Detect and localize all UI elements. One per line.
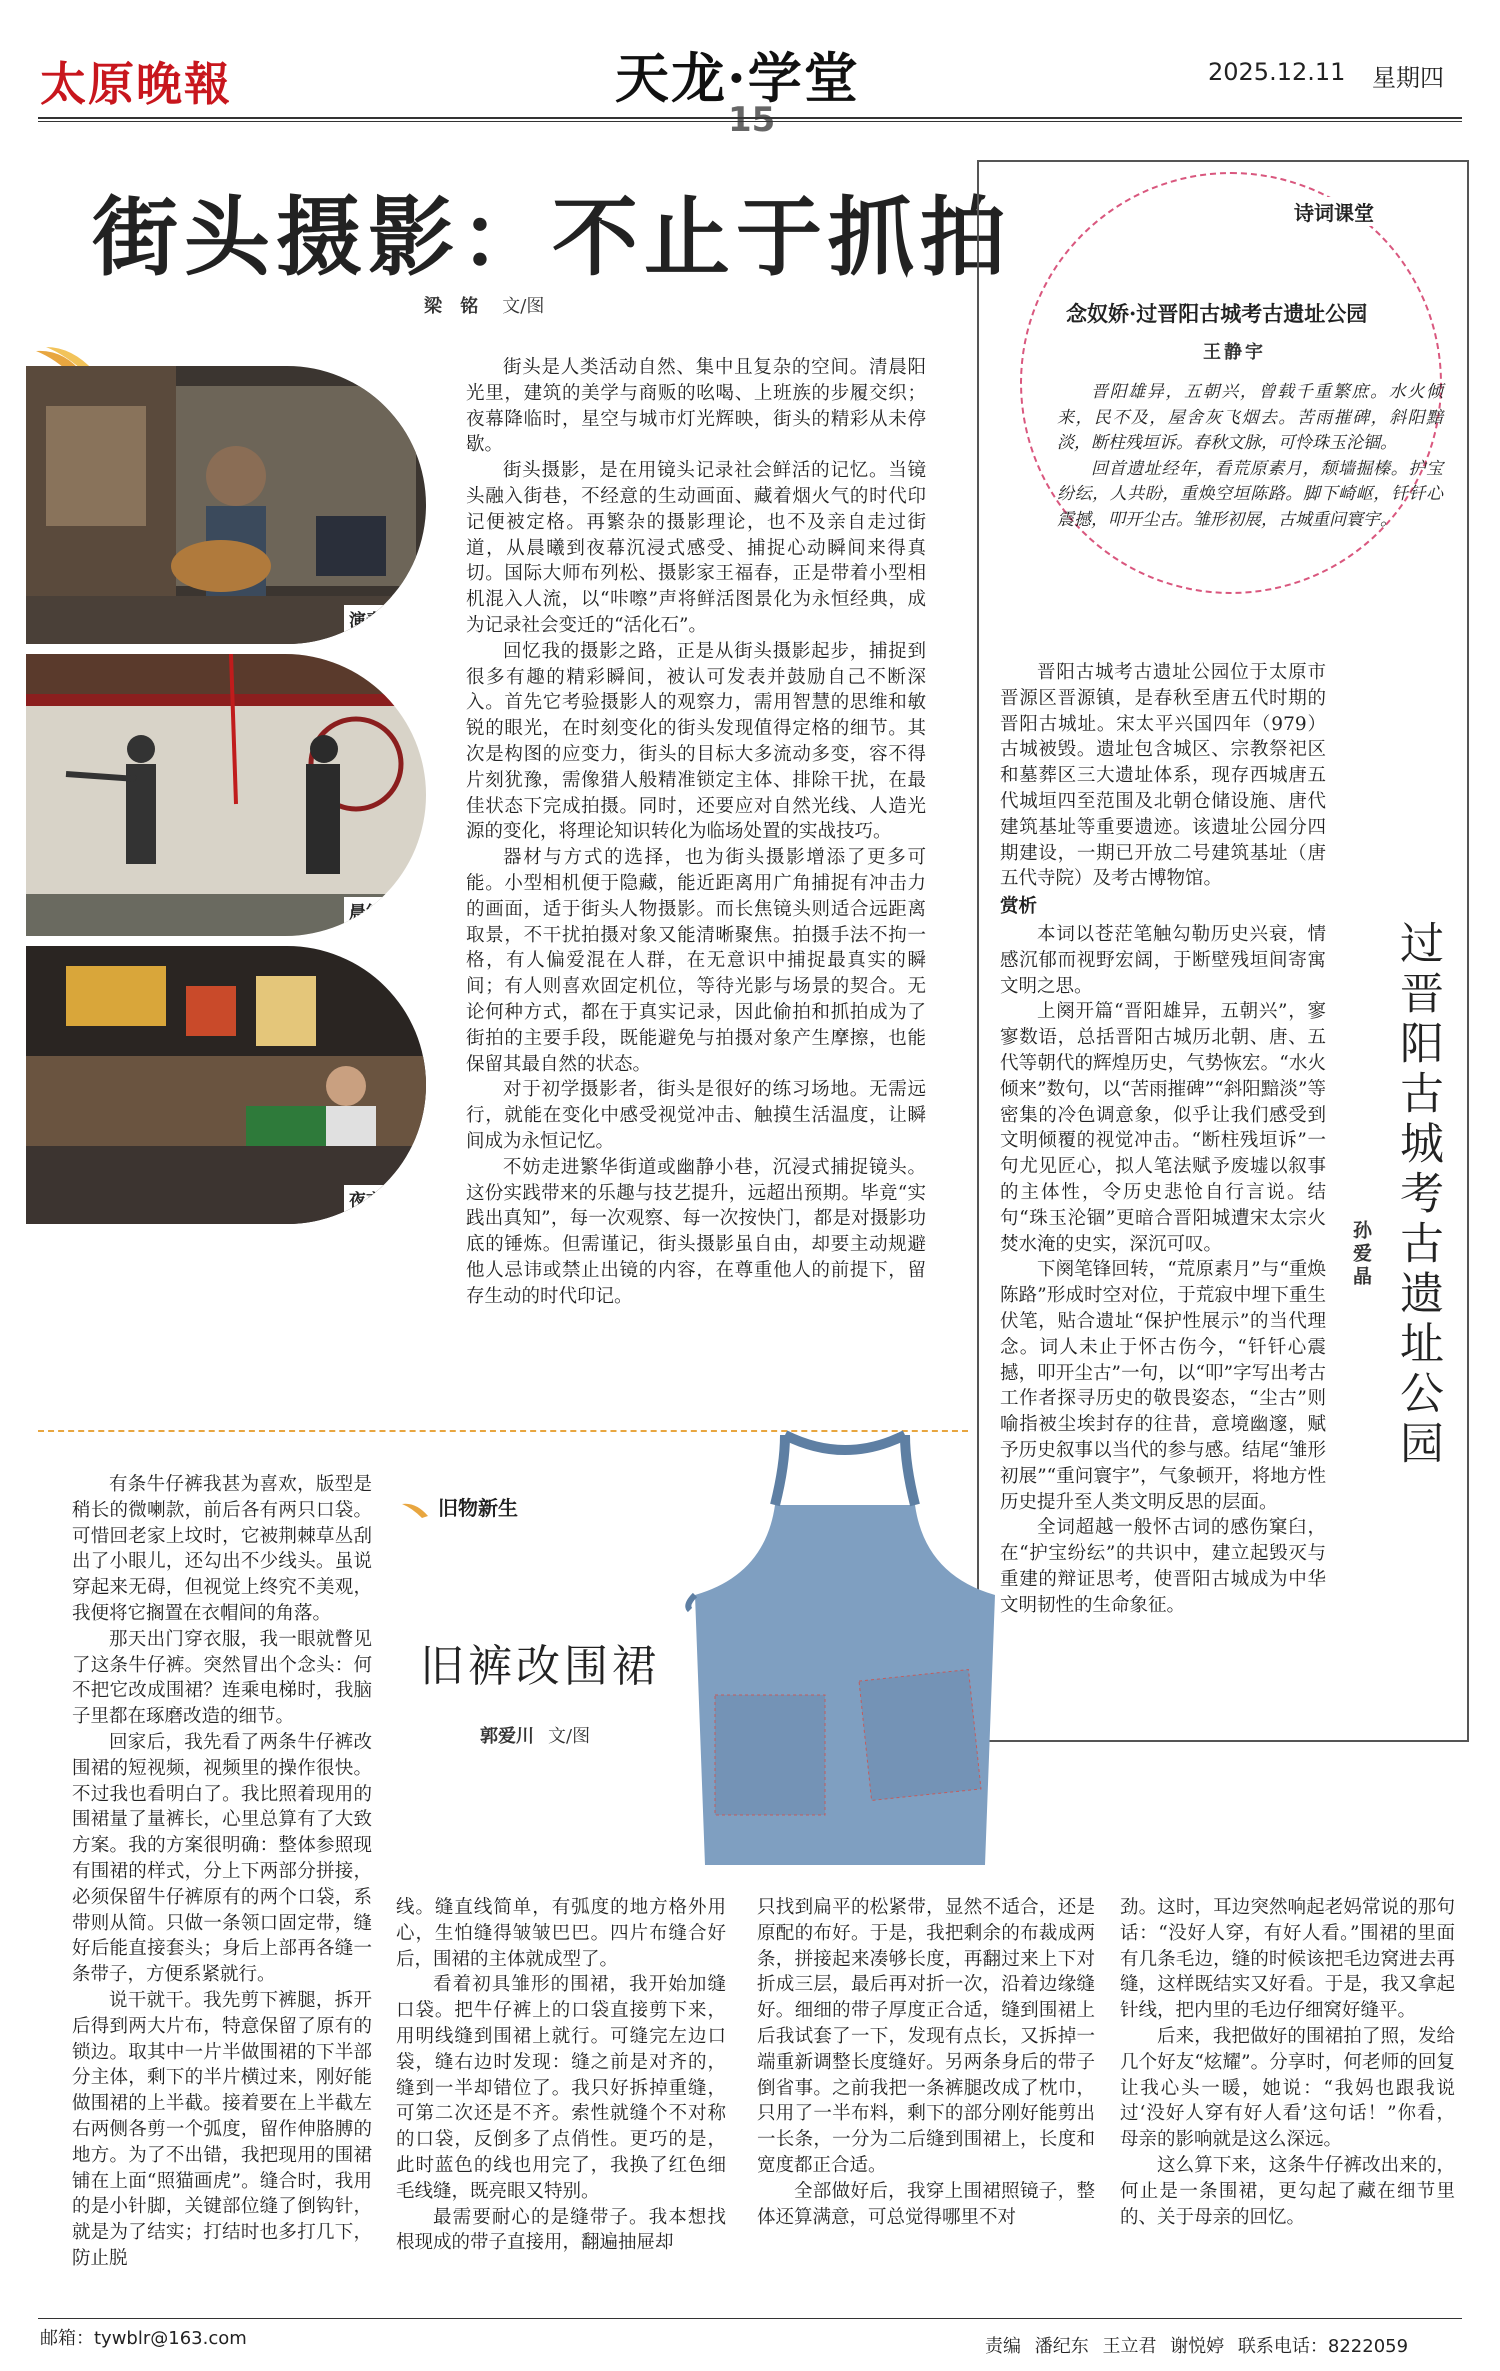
footer-rule [38, 2318, 1462, 2319]
paragraph: 对于初学摄影者，街头是很好的练习场地。无需远行，就能在变化中感受视觉冲击、触摸生活温度，让瞬间成为永恒记忆。 [466, 1079, 926, 1152]
main-credit: 文/图 [502, 296, 545, 317]
photo-performance [26, 366, 426, 644]
wing-icon [400, 1500, 434, 1520]
photo-caption: 夜市 [344, 1185, 388, 1212]
apron-article-title: 旧裤改围裙 [420, 1641, 660, 1692]
paragraph: 线。缝直线简单，有弧度的地方格外用心，生怕缝得皱皱巴巴。四片布缝合好后，围裙的主体就成型了。 [396, 1897, 726, 1970]
poem-stanza: 晋阳雄异，五朝兴，曾载千重繁庶。水火倾来，民不及，屋舍灰飞烟去。苦雨摧碑，斜阳黯淡，断柱残垣诉。春秋文脉，可怜珠玉沦锢。 [1057, 382, 1443, 453]
paragraph: 回家后，我先看了两条牛仔裤改围裙的短视频，视频里的操作很快。不过我也看明白了。我比照着现用的围裙量了量裤长，心里总算有了大致方案。我的方案很明确：整体参照现有围裙的样式，分上下两部分拼接，必须保留牛仔裤原有的两个口袋，系带则从简。只做一条领口固定带，缝好后能直接套头；身后上部再各缝一条带子，方便系紧就行。 [72, 1731, 372, 1986]
apron-author: 郭爱川 [480, 1726, 534, 1747]
apron-text-col2 [396, 1895, 726, 2256]
paragraph: 说干就干。我先剪下裤腿，拆开后得到两大片布，特意保留了原有的锁边。取其中一片半做围裙的下半部分主体，剩下的半片横过来，刚好能做围裙的上半截。接着要在上半截左右两侧各剪一个弧度，留作伸胳膊的地方。为了不出错，我把现用的围裙铺在上面“照猫画虎”。缝合时，我用的是小针脚，关键部位缝了倒钩针，就是为了结实；打结时也多打几下，防止脱 [72, 1989, 372, 2269]
main-byline [424, 292, 544, 318]
page-number: 15 [728, 100, 776, 140]
paragraph: 最需要耐心的是缝带子。我本想找根现成的带子直接用，翻遍抽屉却 [396, 2206, 726, 2254]
poem-commentary [1000, 660, 1326, 1618]
apron-photo [685, 1425, 1005, 1875]
main-headline: 街头摄影：不止于抓拍 [92, 187, 1012, 288]
main-article-body [466, 355, 926, 1309]
photo-caption: 演奏 [344, 605, 388, 632]
section-title: 天龙·学堂 [615, 46, 860, 110]
apron-text-col3 [757, 1895, 1095, 2230]
appreciation-label: 赏析 [1000, 896, 1038, 918]
photo-night-market [26, 946, 426, 1224]
paragraph: 劲。这时，耳边突然响起老妈常说的那句话：“没好人穿，有好人看。”围裙的里面有几条毛边，缝的时候该把毛边窝进去再缝，这样既结实又好看。于是，我又拿起针线，把内里的毛边仔细窝好缝平。 [1120, 1897, 1455, 2022]
paragraph: 本词以苍茫笔触勾勒历史兴衰，情感沉郁而视野宏阔，于断壁残垣间寄寓文明之思。 [1000, 923, 1326, 997]
paragraph: 有条牛仔裤我甚为喜欢，版型是稍长的微喇款，前后各有两只口袋。可惜回老家上坟时，它被荆棘草丛刮出了小眼儿，还勾出不少线头。虽说穿起来无碍，但视觉上终究不美观，我便将它搁置在衣帽间的角落。 [72, 1474, 372, 1624]
column-label-old-things: 旧物新生 [400, 1492, 518, 1521]
poem-text [1057, 380, 1443, 533]
poem-author: 王静宇 [1203, 342, 1266, 363]
apron-credit: 文/图 [548, 1726, 591, 1747]
vertical-title: 过晋阳古城考古遗址公园 [1392, 920, 1443, 1470]
masthead-logo: 太原晚報 [40, 57, 232, 111]
paragraph: 上阕开篇“晋阳雄异，五朝兴”，寥寥数语，总括晋阳古城历北朝、唐、五代等朝代的辉煌历史，气势恢宏。“水火倾来”数句，以“苦雨摧碑”“斜阳黯淡”等密集的冷色调意象，似乎让我们感受到文明倾覆的视觉冲击。“断柱残垣诉”一句尤见匠心，拟人笔法赋予废墟以叙事的主体性，令历史悲怆自行言说。结句“珠玉沦锢”更暗合晋阳城遭宋太宗火焚水淹的史实，深沉可叹。 [1000, 1001, 1326, 1255]
issue-date: 2025.12.11 [1208, 58, 1346, 86]
paragraph: 后来，我把做好的围裙拍了照，发给几个好友“炫耀”。分享时，何老师的回复让我心头一暖，她说：“我妈也跟我说过‘没好人穿有好人看’这句话！”你看，母亲的影响就是这么深远。 [1120, 2025, 1455, 2151]
paragraph: 下阕笔锋回转，“荒原素月”与“重焕陈路”形成时空对位，于荒寂中埋下重生伏笔，贴合遗址“保护性展示”的当代理念。词人未止于怀古伤今，“钎钎心震撼，叩开尘古”一句，以“叩”字写出考古工作者探寻历史的敬畏姿态，“尘古”则喻指被尘埃封存的往昔，意境幽邃，赋予历史叙事以当代的参与感。结尾“雏形初展”“重问寰宇”，气象顿开，将地方性历史提升至人类文明反思的层面。 [1000, 1259, 1326, 1513]
paragraph: 这么算下来，这条牛仔裤改出来的，何止是一条围裙，更勾起了藏在细节里的、关于母亲的回忆。 [1120, 2154, 1455, 2228]
editors-line: 责编 潘纪东 王立君 谢悦婷 联系电话：8222059 [985, 2336, 1409, 2357]
paragraph: 全词超越一般怀古词的感伤窠臼，在“护宝纷纭”的共识中，建立起毁灭与重建的辩证思考，使晋阳古城成为中华文明韧性的生命象征。 [1000, 1517, 1326, 1616]
photo-exercise-image [26, 654, 426, 936]
apron-byline [480, 1722, 590, 1748]
photo-market-image [26, 946, 426, 1224]
apron-text-col4 [1120, 1895, 1455, 2230]
photo-caption: 晨练 [344, 897, 388, 924]
paragraph: 街头是人类活动自然、集中且复杂的空间。清晨阳光里，建筑的美学与商贩的吆喝、上班族的步履交织；夜幕降临时，星空与城市灯光辉映，街头的精彩从未停歇。 [466, 357, 926, 456]
commentary-author: 孙爱晶 [1350, 1220, 1372, 1289]
paragraph: 不妨走进繁华街道或幽静小巷，沉浸式捕捉镜头。这份实践带来的乐趣与技艺提升，远超出预期。毕竟“实践出真知”，每一次观察、每一次按快门，都是对摄影功底的锤炼。但需谨记，街头摄影虽自由，却要主动规避他人忌讳或禁止出镜的内容，在尊重他人的前提下，留存生动的时代印记。 [466, 1156, 926, 1307]
paragraph: 全部做好后，我穿上围裙照镜子，整体还算满意，可总觉得哪里不对 [757, 2180, 1095, 2228]
paragraph: 看着初具雏形的围裙，我开始加缝口袋。把牛仔裤上的口袋直接剪下来，用明线缝到围裙上就行。可缝完左边口袋，缝右边时发现：缝之前是对齐的，缝到一半却错位了。我只好拆掉重缝，可第二次还是不齐。索性就缝个不对称的口袋，反倒多了点俏性。更巧的是，此时蓝色的线也用完了，我换了红色细毛线缝，既亮眼又特别。 [396, 1974, 726, 2202]
poem-stanza: 回首遗址经年，看荒原素月，颓墙掘榛。护宝纷纭，人共盼，重焕空垣陈路。脚下崎岖，钎钎心震撼，叩开尘古。雏形初展，古城重问寰宇。 [1057, 458, 1443, 530]
paragraph: 只找到扁平的松紧带，显然不适合，还是原配的布好。于是，我把剩余的布裁成两条，拼接起来凑够长度，再翻过来上下对折成三层，最后再对折一次，沿着边缘缝好。细细的带子厚度正合适，缝到围裙上后我试套了一下，发现有点长，又拆掉一端重新调整长度缝好。另两条身后的带子倒省事。之前我把一条裤腿改成了枕巾，只用了一半布料，剩下的部分刚好能剪出一长条，一分为二后缝到围裙上，长度和宽度都正合适。 [757, 1897, 1095, 2176]
contact-email: 邮箱：tywblr@163.com [40, 2328, 247, 2349]
site-intro: 晋阳古城考古遗址公园位于太原市晋源区晋源镇，是春秋至唐五代时期的晋阳古城址。宋太平兴国四年（979）古城被毁。遗址包含城区、宗教祭祀区和墓葬区三大遗址体系，现存西城唐五代城垣四至范围及北朝仓储设施、唐代建筑基址等重要遗迹。该遗址公园分四期建设，一期已开放二号建筑基址（唐五代寺院）及考古博物馆。 [1000, 662, 1326, 890]
paragraph: 那天出门穿衣服，我一眼就瞥见了这条牛仔裤。突然冒出个念头：何不把它改成围裙？连乘电梯时，我脑子里都在琢磨改造的细节。 [72, 1628, 372, 1728]
photo-performance-image [26, 366, 426, 644]
header-rule [38, 117, 1462, 119]
issue-weekday: 星期四 [1372, 64, 1444, 92]
poetry-class-label: 诗词课堂 [1290, 197, 1378, 226]
photo-morning-exercise [26, 654, 426, 936]
paragraph: 回忆我的摄影之路，正是从街头摄影起步，捕捉到很多有趣的精彩瞬间，被认可发表并鼓励自己不断深入。首先它考验摄影人的观察力，需用智慧的思维和敏锐的眼光，在时刻变化的街头发现值得定格的细节。其次是构图的应变力，街头的目标大多流动多变，容不得片刻犹豫，需像猎人般精准锁定主体、排除干扰，在最佳状态下完成拍摄。同时，还要应对自然光线、人造光源的变化，将理论知识转化为临场处置的实战技巧。 [466, 640, 926, 843]
header-rule-thin [38, 121, 1462, 122]
paragraph: 器材与方式的选择，也为街头摄影增添了更多可能。小型相机便于隐藏，能近距离用广角捕捉有冲击力的画面，适于街头人物摄影。而长焦镜头则适合远距离取景，不干扰拍摄对象又能清晰聚焦。拍摄手法不拘一格，有人偏爱混在人群，在无意识中捕捉最真实的瞬间；有人则喜欢固定机位，等待光影与场景的契合。无论何种方式，都在于真实记录，因此偷拍和抓拍成为了街拍的主要手段，既能避免与拍摄对象产生摩擦，也能保留其最自然的状态。 [466, 847, 926, 1075]
main-author: 梁 铭 [424, 296, 485, 317]
poem-title: 念奴娇·过晋阳古城考古遗址公园 [1066, 301, 1368, 326]
apron-text-col1 [72, 1472, 372, 2272]
paragraph: 街头摄影，是在用镜头记录社会鲜活的记忆。当镜头融入街巷，不经意的生动画面、藏着烟火气的时代印记便被定格。再繁杂的摄影理论，也不及亲自走过街道，从晨曦到夜幕沉浸式感受、捕捉心动瞬间来得真切。国际大师布列松、摄影家王福春，正是带着小型相机混入人流，以“咔嚓”声将鲜活图景化为永恒经典，成为记录社会变迁的“活化石”。 [466, 460, 926, 636]
